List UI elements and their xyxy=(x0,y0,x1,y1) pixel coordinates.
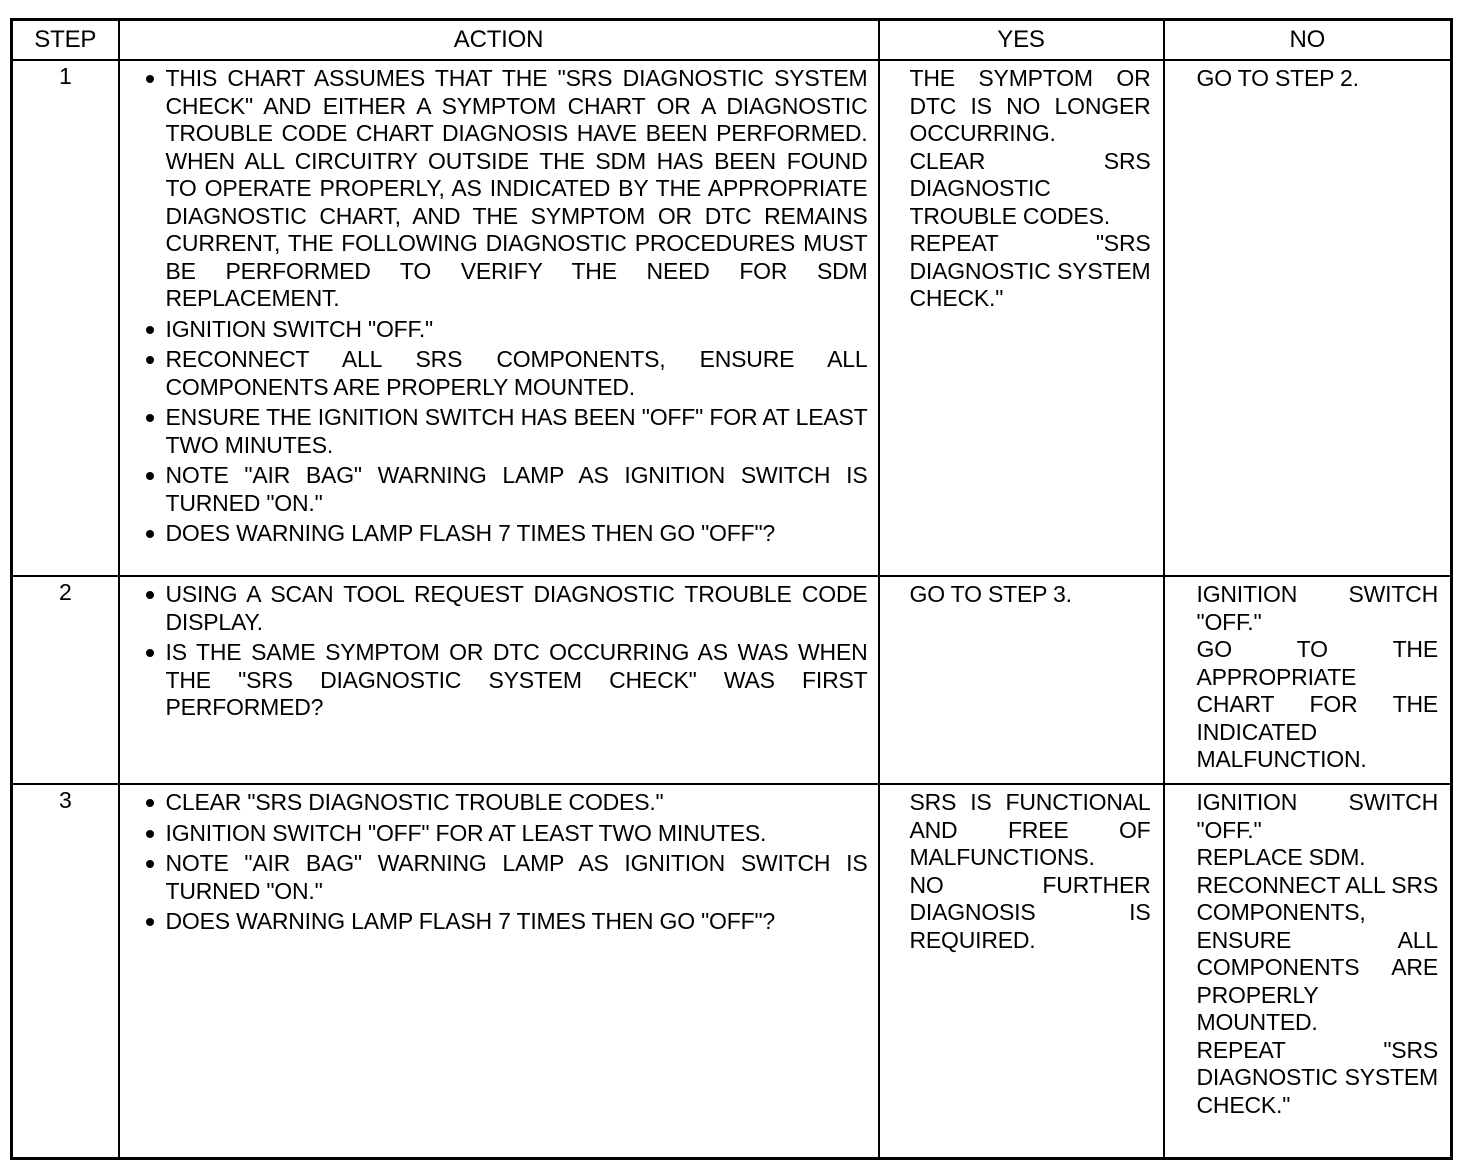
step-number: 3 xyxy=(12,784,119,1158)
action-item xyxy=(144,908,868,936)
bullet-icon xyxy=(146,326,154,334)
action-item xyxy=(144,639,868,722)
action-item xyxy=(144,520,868,548)
step-row-1 xyxy=(12,60,1452,576)
action-list xyxy=(144,581,868,722)
yes-text: REPEAT "SRS DIAGNOSTIC SYSTEM CHECK." xyxy=(909,230,1151,311)
yes-text: CLEAR SRS DIAGNOSTIC TROUBLE CODES. xyxy=(909,147,1151,229)
bullet-icon xyxy=(146,860,154,868)
bullet-icon xyxy=(146,75,154,83)
action-text: THIS CHART ASSUMES THAT THE "SRS DIAGNOSTIC SYSTEM CHECK" AND EITHER A SYMPTOM CHART OR A DIAGNOSTIC TROUBLE CODE CHART DIAGNOSIS HAVE BEEN PERFORMED. WHEN ALL CIRCUITRY OUTSIDE THE SDM HAS BEEN FOUND TO OPERATE PROPERLY, AS INDICATED BY THE APPROPRIATE DIAGNOSTIC CHART, AND THE SYMPTOM OR DTC REMAINS CURRENT, THE FOLLOWING DIAGNOSTIC PROCEDURES MUST BE PERFORMED TO VERIFY THE NEED FOR SDM REPLACEMENT. xyxy=(165,65,868,311)
action-text: IGNITION SWITCH "OFF" FOR AT LEAST TWO MINUTES. xyxy=(165,819,767,846)
step-number: 1 xyxy=(12,60,119,576)
step-row-2 xyxy=(12,576,1452,784)
action-item xyxy=(144,65,868,313)
no-text: REPEAT "SRS DIAGNOSTIC SYSTEM CHECK." xyxy=(1196,1036,1438,1118)
yes-text: GO TO STEP 3. xyxy=(909,581,1072,607)
action-text: RECONNECT ALL SRS COMPONENTS, ENSURE ALL COMPONENTS ARE PROPERLY MOUNTED. xyxy=(165,346,868,400)
action-text: USING A SCAN TOOL REQUEST DIAGNOSTIC TROUBLE CODE DISPLAY. xyxy=(165,581,868,635)
action-list xyxy=(144,789,868,936)
yes-cell xyxy=(879,784,1164,1158)
yes-cell xyxy=(879,576,1164,784)
header-no: NO xyxy=(1164,20,1452,61)
header-row xyxy=(12,20,1452,61)
yes-text: NO FURTHER DIAGNOSIS IS REQUIRED. xyxy=(909,871,1151,953)
header-step: STEP xyxy=(12,20,119,61)
step-number: 2 xyxy=(12,576,119,784)
action-text: NOTE "AIR BAG" WARNING LAMP AS IGNITION SWITCH IS TURNED "ON." xyxy=(165,462,868,516)
action-cell xyxy=(119,576,879,784)
action-text: IGNITION SWITCH "OFF." xyxy=(165,315,433,342)
diagnostic-table xyxy=(10,18,1453,1160)
no-cell xyxy=(1164,576,1452,784)
no-text: GO TO THE APPROPRIATE CHART FOR THE INDICATED MALFUNCTION. xyxy=(1196,636,1438,772)
action-text: DOES WARNING LAMP FLASH 7 TIMES THEN GO "OFF"? xyxy=(165,520,775,546)
action-item xyxy=(144,820,868,848)
action-text: CLEAR "SRS DIAGNOSTIC TROUBLE CODES." xyxy=(165,789,664,815)
bullet-icon xyxy=(146,530,154,538)
no-cell xyxy=(1164,60,1452,576)
action-text: IS THE SAME SYMPTOM OR DTC OCCURRING AS WAS WHEN THE "SRS DIAGNOSTIC SYSTEM CHECK" WAS FIRST PERFORMED? xyxy=(165,639,868,720)
bullet-icon xyxy=(146,414,154,422)
action-item xyxy=(144,850,868,905)
step-row-3 xyxy=(12,784,1452,1158)
header-yes: YES xyxy=(879,20,1164,61)
bullet-icon xyxy=(146,591,154,599)
bullet-icon xyxy=(146,799,154,807)
action-item xyxy=(144,346,868,401)
no-text: RECONNECT ALL SRS COMPONENTS, ENSURE ALL COMPONENTS ARE PROPERLY MOUNTED. xyxy=(1196,871,1438,1035)
action-item xyxy=(144,581,868,636)
header-action: ACTION xyxy=(119,20,879,61)
action-text: DOES WARNING LAMP FLASH 7 TIMES THEN GO "OFF"? xyxy=(165,908,775,934)
action-item xyxy=(144,316,868,344)
no-text: GO TO STEP 2. xyxy=(1196,65,1359,91)
action-item xyxy=(144,789,868,817)
bullet-icon xyxy=(146,830,154,838)
action-item xyxy=(144,404,868,459)
action-text: NOTE "AIR BAG" WARNING LAMP AS IGNITION SWITCH IS TURNED "ON." xyxy=(165,850,868,904)
no-cell xyxy=(1164,784,1452,1158)
bullet-icon xyxy=(146,649,154,657)
no-text: REPLACE SDM. xyxy=(1196,844,1366,870)
bullet-icon xyxy=(146,356,154,364)
yes-cell xyxy=(879,60,1164,576)
bullet-icon xyxy=(146,472,154,480)
bullet-icon xyxy=(146,918,154,926)
yes-text: SRS IS FUNCTIONAL AND FREE OF MALFUNCTIONS. xyxy=(909,789,1151,870)
action-item xyxy=(144,462,868,517)
diagnostic-chart xyxy=(10,18,1450,1158)
no-text: IGNITION SWITCH "OFF." xyxy=(1196,789,1438,843)
no-text: IGNITION SWITCH "OFF." xyxy=(1196,581,1438,635)
action-cell xyxy=(119,60,879,576)
action-list xyxy=(144,65,868,548)
action-text: ENSURE THE IGNITION SWITCH HAS BEEN "OFF" FOR AT LEAST TWO MINUTES. xyxy=(165,404,868,458)
action-cell xyxy=(119,784,879,1158)
yes-text: THE SYMPTOM OR DTC IS NO LONGER OCCURRING. xyxy=(909,65,1151,146)
